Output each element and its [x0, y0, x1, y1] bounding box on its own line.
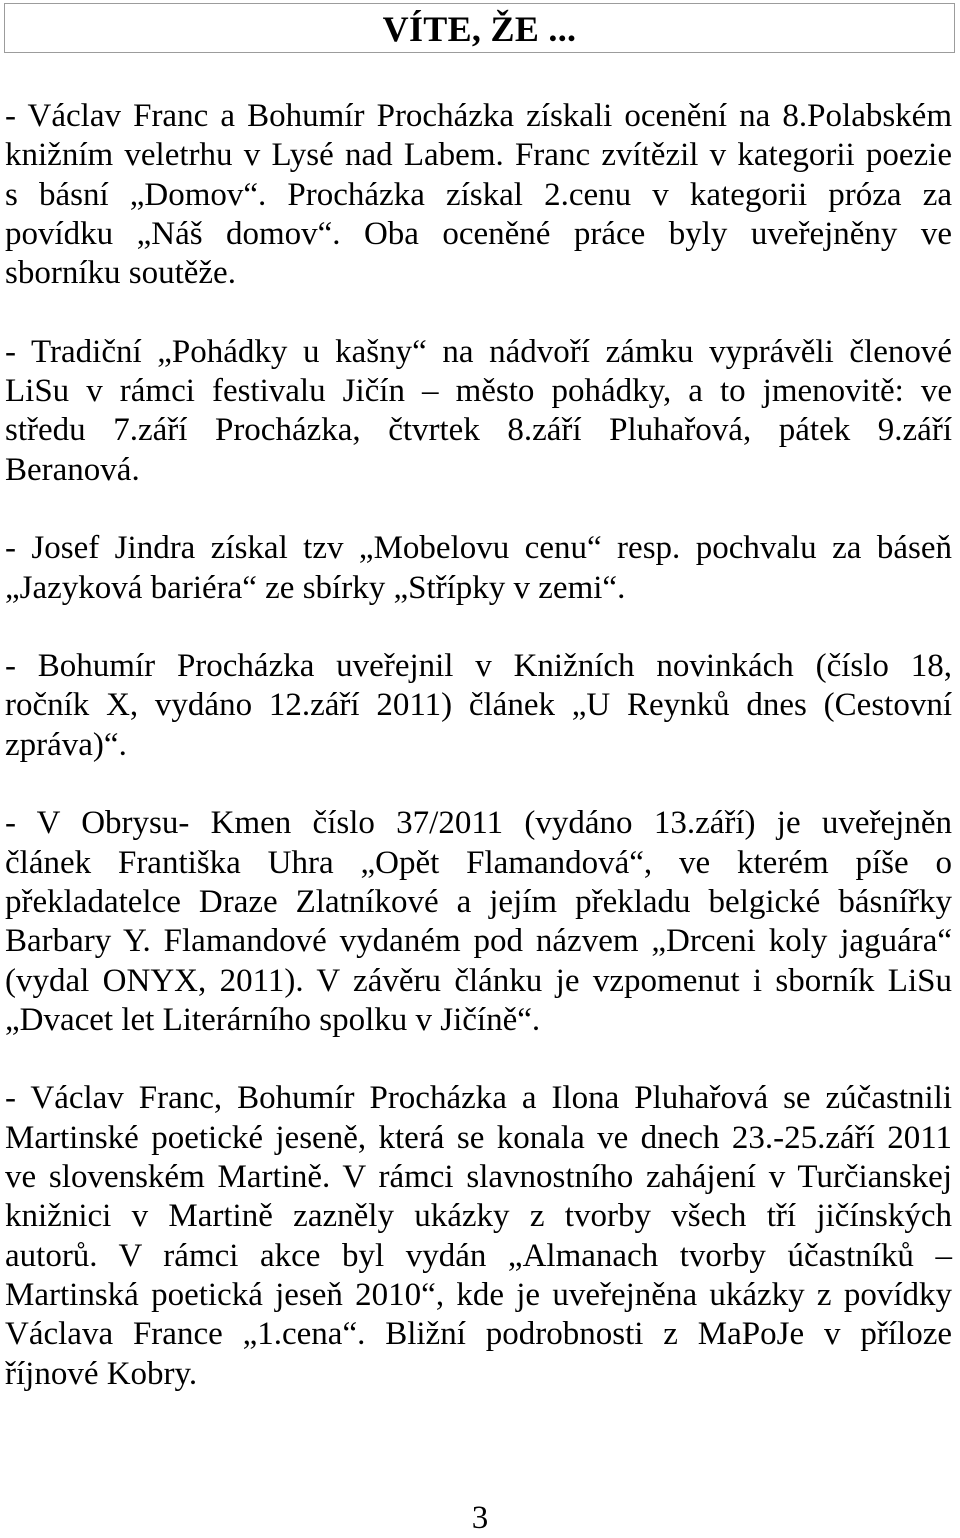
text-line: ve slovenském Martině. V rámci slavnostního zahájení v Turčianskej: [5, 1159, 952, 1196]
text-line: - Josef Jindra získal tzv „Mobelovu cenu“ resp. pochvalu za báseň: [5, 530, 952, 567]
text-line: Barbary Y. Flamandové vydaném pod názvem „Drceni koly jaguára“: [5, 923, 952, 960]
text-line: s básní „Domov“. Procházka získal 2.cenu v kategorii próza za: [5, 176, 952, 213]
text-line: Beranová.: [5, 451, 140, 488]
paragraph-obrys-kmen: [5, 804, 952, 1040]
text-line: (vydal ONYX, 2011). V závěru článku je vzpomenut i sborník LiSu: [5, 962, 952, 999]
text-line: - Václav Franc, Bohumír Procházka a Ilona Pluhařová se zúčastnili: [5, 1080, 952, 1117]
paragraph-franc-prochazka-awards: [5, 97, 952, 293]
text-line: „Dvacet let Literárního spolku v Jičíně“.: [5, 1001, 541, 1038]
text-line: Václava France „1.cena“. Bližní podrobnosti z MaPoJe v příloze: [5, 1316, 952, 1353]
paragraph-josef-jindra: [5, 529, 952, 608]
paragraph-pohadky-u-kasny: [5, 333, 952, 490]
text-line: knižnici v Martině zazněly ukázky z tvorby všech tří jičínských: [5, 1198, 952, 1235]
paragraph-martinska-poeticka-jesen: [5, 1079, 952, 1393]
text-line: Martinská poetická jeseň 2010“, kde je uveřejněna ukázky z povídky: [5, 1276, 952, 1313]
text-line: - Bohumír Procházka uveřejnil v Knižních novinkách (číslo 18,: [5, 648, 952, 685]
page-number: 3: [471, 1500, 489, 1536]
text-line: LiSu v rámci festivalu Jičín – město pohádky, a to jmenovitě: ve: [5, 373, 952, 410]
text-line: - V Obrysu- Kmen číslo 37/2011 (vydáno 13.září) je uveřejněn: [5, 805, 952, 842]
article-body: [5, 97, 952, 1394]
text-line: povídku „Náš domov“. Oba oceněné práce byly uveřejněny ve: [5, 215, 952, 252]
text-line: překladatelce Draze Zlatníkové a jejím překladu belgické básnířky: [5, 883, 952, 920]
text-line: knižním veletrhu v Lysé nad Labem. Franc zvítězil v kategorii poezie: [5, 137, 952, 174]
text-line: říjnové Kobry.: [5, 1355, 198, 1392]
text-line: - Tradiční „Pohádky u kašny“ na nádvoří zámku vyprávěli členové: [5, 333, 952, 370]
text-line: článek Františka Uhra „Opět Flamandová“, ve kterém píše o: [5, 844, 952, 881]
text-line: autorů. V rámci akce byl vydán „Almanach tvorby účastníků –: [5, 1237, 952, 1274]
text-line: Martinské poetické jeseně, která se konala ve dnech 23.-25.září 2011: [5, 1119, 952, 1156]
text-line: - Václav Franc a Bohumír Procházka získali ocenění na 8.Polabském: [5, 98, 952, 134]
text-line: „Jazyková bariéra“ ze sbírky „Střípky v zemi“.: [5, 569, 626, 606]
paragraph-knizni-novinky: [5, 647, 952, 765]
text-line: ročník X, vydáno 12.září 2011) článek „U Reynků dnes (Cestovní: [5, 687, 952, 724]
text-line: zpráva)“.: [5, 726, 127, 763]
text-line: sborníku soutěže.: [5, 255, 236, 292]
page-title-box: [4, 3, 955, 53]
text-line: středu 7.září Procházka, čtvrtek 8.září Pluhařová, pátek 9.září: [5, 412, 952, 449]
page-title: VÍTE, ŽE ...: [382, 9, 577, 49]
